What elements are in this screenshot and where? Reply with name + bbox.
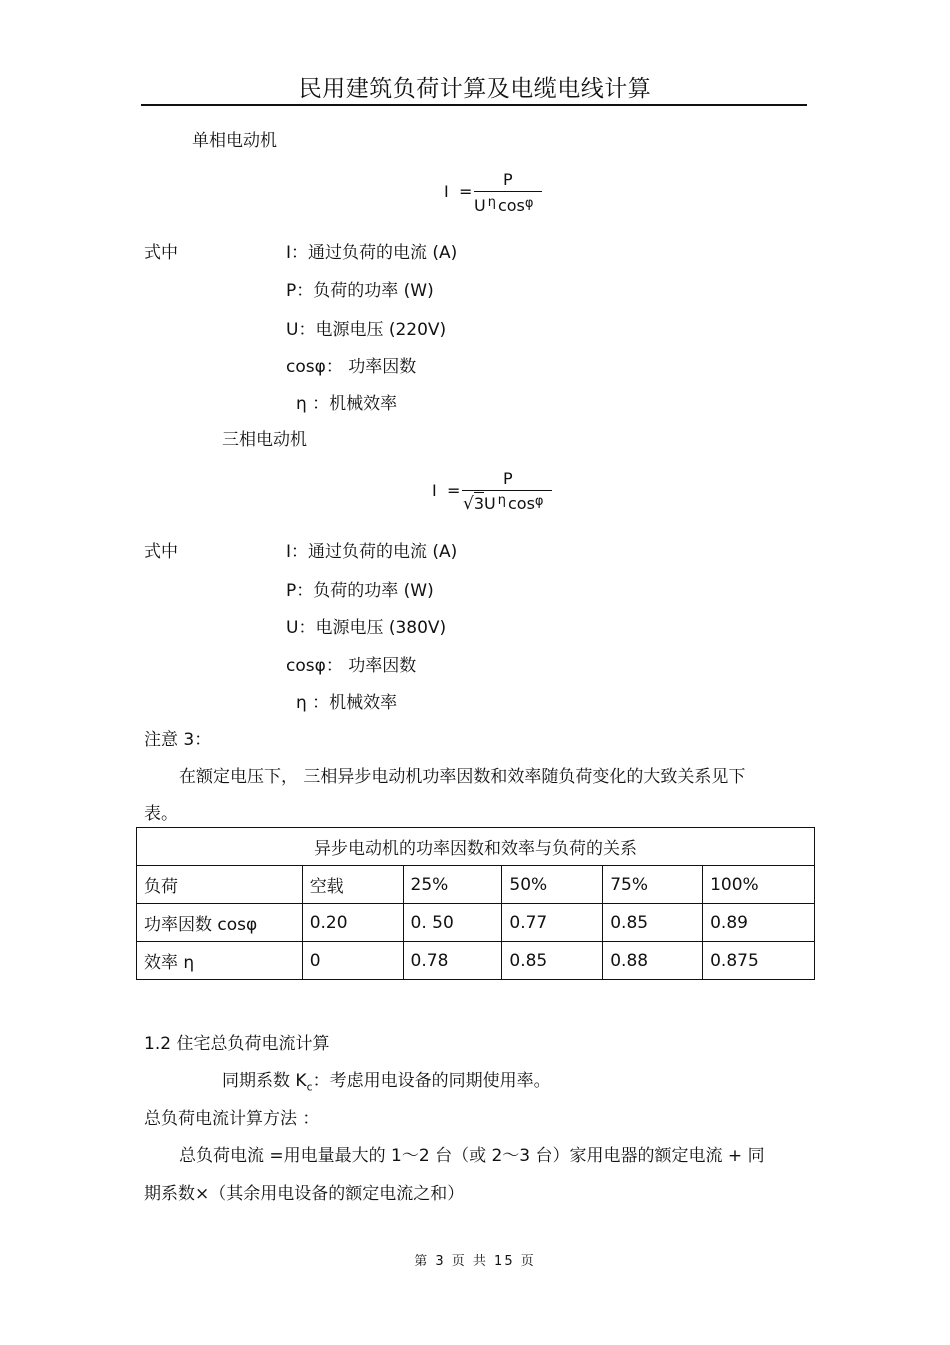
table-cell: 0.875	[703, 942, 815, 980]
fraction-bar	[462, 490, 552, 491]
table-cell: 0.77	[502, 904, 603, 942]
def-voltage: U：电源电压 (380V)	[286, 618, 447, 638]
note-text-line2: 表。	[144, 804, 178, 824]
table-cell: 50%	[502, 866, 603, 904]
def-power-factor: cosφ： 功率因数	[286, 656, 417, 676]
table-cell: 0.89	[703, 904, 815, 942]
three-phase-heading: 三相电动机	[222, 430, 307, 450]
table-caption: 异步电动机的功率因数和效率与负荷的关系	[137, 828, 815, 866]
header-rule	[141, 104, 807, 106]
table-cell: 0	[302, 942, 403, 980]
fraction-bar	[474, 191, 542, 192]
kc-definition: 同期系数 $K_c$：考虑用电设备的同期使用率。	[222, 1071, 551, 1094]
table-cell: 0.78	[403, 942, 502, 980]
single-phase-formula	[444, 168, 554, 218]
three-phase-formula	[432, 467, 562, 519]
table-cell: 负荷	[137, 866, 303, 904]
single-phase-heading: 单相电动机	[192, 131, 277, 151]
where-label: 式中	[144, 243, 178, 263]
table-cell: 75%	[603, 866, 703, 904]
formula-numerator: P	[503, 170, 513, 189]
relationship-table	[136, 827, 815, 980]
table-cell: 功率因数 cosφ	[137, 904, 303, 942]
formula-numerator: P	[503, 469, 513, 488]
formula-lhs: I	[444, 182, 449, 201]
note-label: 注意 3：	[144, 730, 212, 750]
def-power: P：负荷的功率 (W)	[286, 581, 434, 601]
table-cell: 0.20	[302, 904, 403, 942]
table-caption-row	[137, 828, 815, 866]
formula-lhs: I	[432, 481, 437, 500]
def-efficiency: η ：机械效率	[296, 394, 398, 414]
section-title: 1.2 住宅总负荷电流计算	[144, 1034, 330, 1054]
table-cell: 效率 η	[137, 942, 303, 980]
def-current: I：通过负荷的电流 (A)	[286, 542, 458, 562]
formula-denominator: √3U $^\eta$ $\cos^\varphi$	[463, 493, 544, 514]
table-row	[137, 942, 815, 980]
formula-equals: =	[447, 481, 461, 500]
table-cell: 100%	[703, 866, 815, 904]
formula-denominator: U $^\eta$ $\cos^\varphi$	[474, 195, 534, 215]
page-number: 第 3 页 共 15 页	[414, 1254, 536, 1269]
sqrt-icon: √	[463, 494, 474, 514]
method-text-line1: 总负荷电流 =用电量最大的 1～2 台（或 2～3 台）家用电器的额定电流 + 同	[179, 1146, 765, 1166]
method-text-line2: 期系数×（其余用电设备的额定电流之和）	[144, 1184, 465, 1204]
def-efficiency: η ：机械效率	[296, 693, 398, 713]
page-title: 民用建筑负荷计算及电缆电线计算	[298, 76, 652, 102]
table-row	[137, 904, 815, 942]
def-current: I：通过负荷的电流 (A)	[286, 243, 458, 263]
table-cell: 0.88	[603, 942, 703, 980]
def-power-factor: cosφ： 功率因数	[286, 357, 417, 377]
def-voltage: U：电源电压 (220V)	[286, 320, 447, 340]
table-row	[137, 866, 815, 904]
where-label: 式中	[144, 542, 178, 562]
def-power: P：负荷的功率 (W)	[286, 281, 434, 301]
table-cell: 25%	[403, 866, 502, 904]
formula-equals: =	[459, 182, 473, 201]
table-cell: 0.85	[502, 942, 603, 980]
table-cell: 0. 50	[403, 904, 502, 942]
method-heading: 总负荷电流计算方法 ：	[144, 1109, 320, 1129]
note-text-line1: 在额定电压下， 三相异步电动机功率因数和效率随负荷变化的大致关系见下	[179, 767, 746, 787]
table-cell: 空载	[302, 866, 403, 904]
table-cell: 0.85	[603, 904, 703, 942]
